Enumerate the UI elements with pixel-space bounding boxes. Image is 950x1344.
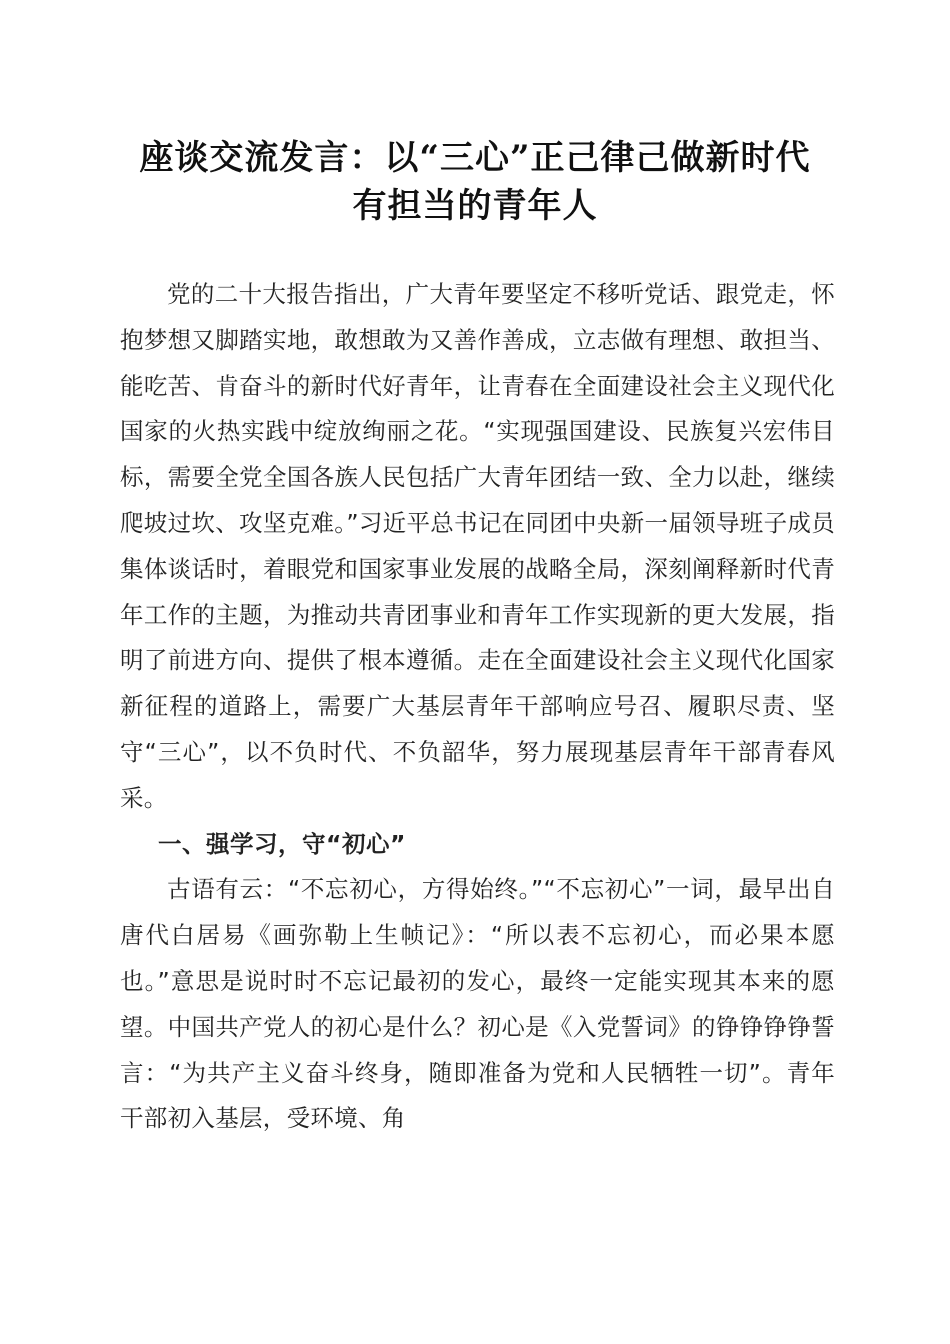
- title-line-2: 有担当的青年人: [352, 186, 598, 226]
- document-body: [120, 272, 835, 1142]
- document-title: [100, 134, 850, 230]
- intro-paragraph: 党的二十大报告指出，广大青年要坚定不移听党话、跟党走，怀抱梦想又脚踏实地，敢想敢为又善作善成，立志做有理想、敢担当、能吃苦、肯奋斗的新时代好青年，让青春在全面建设社会主义现代化国家的火热实践中绽放绚丽之花。“实现强国建设、民族复兴宏伟目标，需要全党全国各族人民包括广大青年团结一致、全力以赴，继续爬坡过坎、攻坚克难。”习近平总书记在同团中央新一届领导班子成员集体谈话时，着眼党和国家事业发展的战略全局，深刻阐释新时代青年工作的主题，为推动共青团事业和青年工作实现新的更大发展，指明了前进方向、提供了根本遵循。走在全面建设社会主义现代化国家新征程的道路上，需要广大基层青年干部响应号召、履职尽责、坚守“三心”，以不负时代、不负韶华，努力展现基层青年干部青春风采。: [120, 280, 835, 812]
- section-1-paragraph: 古语有云：“不忘初心，方得始终。”“不忘初心”一词，最早出自唐代白居易《画弥勒上生帧记》：“所以表不忘初心，而必果本愿也。”意思是说时时不忘记最初的发心，最终一定能实现其本来的愿望。中国共产党人的初心是什么？初心是《入党誓词》的铮铮铮铮誓言：“为共产主义奋斗终身，随即准备为党和人民牺牲一切”。青年干部初入基层，受环境、角: [120, 875, 835, 1133]
- title-line-1: 座谈交流发言：以“三心”正己律己做新时代: [139, 138, 811, 178]
- section-1-heading: 一、强学习，守“初心”: [158, 829, 406, 858]
